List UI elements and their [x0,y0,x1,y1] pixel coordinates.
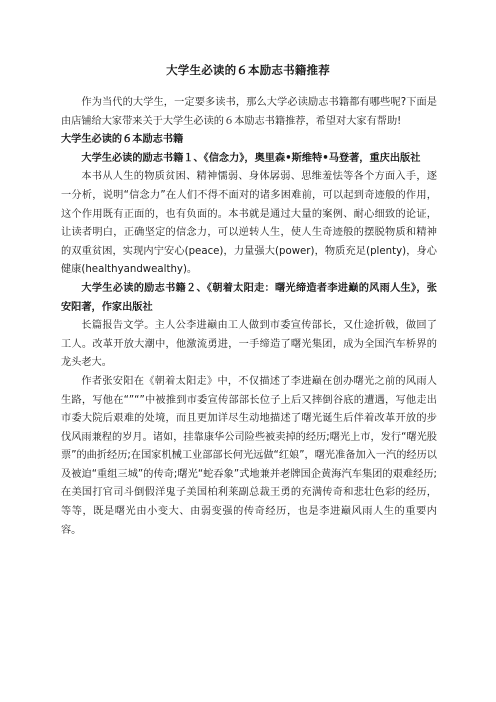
document-body [61,94,437,540]
book2-paragraph-2: 作者张安阳在《朝着太阳走》中，不仅描述了李进巅在创办曙光之前的风雨人生路，写他在“”“”中被推到市委宣传部部长位子上后又摔倒谷底的遭遇，写他走出市委大院后艰难的处境，而且更加详尽生动地描述了曙光诞生后伴着改革开放的步伐风雨兼程的岁月。诸如，挂靠康华公司险些被卖掉的经历;曙光上市，发行“曙光股票”的曲折经历;在国家机械工业部部长何光远做“红娘”，曙光准备加入一汽的经历以及被迫“重组三城”的传奇;曙光“蛇吞象”式地兼并老牌国企黄海汽车集团的艰难经历;在美国打官司斗倒假洋鬼子美国柏利莱副总裁王勇的充满传奇和悲壮色彩的经历，等等，既是曙光由小变大、由弱变强的传奇经历，也是李进巅风雨人生的重要内容。 [61,375,437,536]
document-title: 大学生必读的６本励志书籍推荐 [166,63,330,77]
section-heading: 大学生必读的６本励志书籍 [61,134,184,146]
book1-heading: 大学生必读的励志书籍１、《信念力》，奥里森•斯维特•马登著，重庆出版社 [81,152,421,164]
book2-heading: 大学生必读的励志书籍２、《朝着太阳走：曙光缔造者李进巅的风雨人生》，张安阳著，作家出版社 [61,282,437,313]
book2-paragraph-1: 长篇报告文学。主人公李进巅由工人做到市委宣传部长，又仕途折戟，做回了工人。改革开放大潮中，他激流勇进，一手缔造了曙光集团，成为全国汽车桥界的龙头老大。 [61,320,437,369]
intro-paragraph: 作为当代的大学生，一定要多读书，那么大学必读励志书籍都有哪些呢?下面是由店铺给大家带来关于大学生必读的６本励志书籍推荐，希望对大家有帮助! [61,97,437,127]
book1-paragraph: 本书从人生的物质贫困、精神懦弱、身体孱弱、思维羞怯等各个方面入手，逐一分析，说明“信念力”在人们不得不面对的诸多困难前，可以起到奇迹般的作用，这个作用既有正面的，也有负面的。本书就是通过大量的案例、耐心细致的论证，让读者明白，正确坚定的信念力，可以逆转人生，使人生奇迹般的摆脱物质和精神的双重贫困，实现内宁安心(peace)，力量强大(power)，物质充足(plenty)，身心健康(healthyandwealthy)。 [61,171,437,276]
